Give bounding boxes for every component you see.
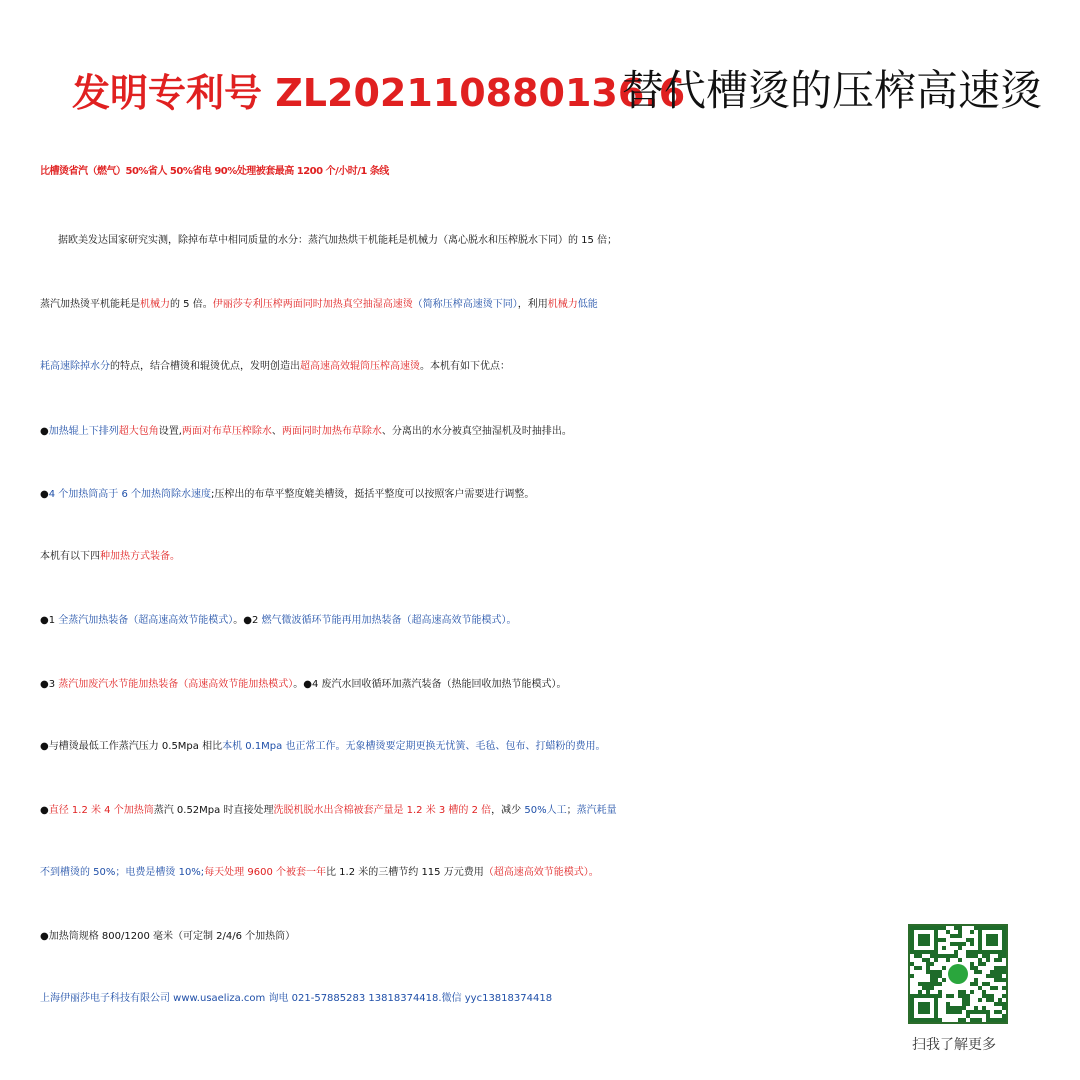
text-segment: ，减少: [491, 805, 525, 816]
text-segment: 的特点，结合槽烫和辊烫优点，发明创造出: [110, 361, 300, 372]
text-segment: 耗高速除掉水分: [40, 361, 110, 372]
text-segment: 燃气微波循环节能再用加热装备（超高速高效节能模式）。: [261, 615, 517, 626]
text-segment: 洗脱机脱水出含棉被套产量是 1.2 米 3 槽的 2 倍: [273, 805, 492, 816]
text-segment: 每天处理 9600 个被套一年: [204, 867, 326, 878]
text-segment: 两面对布草压榨除水: [181, 426, 272, 437]
text-line: [40, 806, 1050, 816]
text-line: [40, 680, 1050, 690]
text-segment: 加热辊上下排列: [48, 426, 119, 437]
text-segment: 直径 1.2 米 4 个加热筒: [48, 805, 154, 816]
text-segment: 蒸汽加热烫平机能耗是: [40, 299, 140, 310]
text-segment: ，利用: [517, 299, 548, 310]
text-line: [40, 362, 1050, 372]
text-segment: 、: [271, 426, 282, 437]
text-segment: 50%人工: [524, 805, 567, 816]
text-segment: 低能: [577, 299, 598, 310]
text-segment: ●: [40, 426, 49, 437]
text-segment: 全蒸汽加热装备（超高速高效节能模式）: [58, 615, 234, 626]
text-segment: 。●2: [233, 615, 262, 626]
text-segment: ;压榨出的布草平整度媲美槽烫，挺括平整度可以按照客户需要进行调整。: [211, 489, 535, 500]
text-segment: ●: [40, 805, 49, 816]
text-segment: ；: [566, 805, 577, 816]
text-segment: ●3: [40, 679, 59, 690]
text-segment: 超大包角: [118, 426, 159, 437]
text-segment: 两面同时加热布草除水: [281, 426, 382, 437]
text-segment: 据欧美发达国家研究实测，除掉布草中相同质量的水分：蒸汽加热烘干机能耗是机械力（离心脱水和压榨脱水下同）的 15 倍；: [58, 235, 618, 246]
text-segment: 4 个加热筒高于 6 个加热筒除水速度: [48, 489, 211, 500]
text-line: [40, 616, 1050, 626]
text-segment: 伊丽莎专利压榨两面同时加热真空抽湿高速烫: [212, 299, 413, 310]
text-line: [40, 552, 1050, 562]
text-segment: （简称压榨高速烫下同）: [412, 299, 518, 310]
text-line: [40, 742, 1050, 752]
text-segment: 蒸汽耗量: [576, 805, 617, 816]
text-segment: 。●4 废汽水回收循环加蒸汽装备（热能回收加热节能模式）。: [293, 679, 567, 690]
text-line: [40, 490, 1050, 500]
text-segment: 不到槽烫的 50%；电费是槽烫 10%;: [40, 867, 205, 878]
text-segment: 上海伊丽莎电子科技有限公司 www.usaeliza.com 询电 021-57885283 13818374418.微信 yyc13818374418: [40, 993, 553, 1004]
headline-benefits: 比槽烫省汽（燃气）50%省人 50%省电 90%处理被套最高 1200 个/小时/1 条线: [40, 166, 389, 177]
text-line: [58, 236, 1068, 246]
header: [0, 52, 1080, 132]
text-segment: 、分离出的水分被真空抽湿机及时抽排出。: [381, 426, 572, 437]
qr-caption: 扫我了解更多: [912, 1037, 996, 1053]
text-segment: 的 5 倍。: [170, 299, 213, 310]
text-segment: 比 1.2 米的三槽节约 115 万元费用: [326, 867, 484, 878]
text-segment: 种加热方式装备。: [100, 551, 180, 562]
text-segment: 蒸汽 0.52Mpa 时直接处理: [153, 805, 274, 816]
text-line: [40, 994, 1050, 1004]
text-line: [40, 300, 1050, 310]
text-segment: 机械力: [140, 299, 170, 310]
text-segment: （超高速高效节能模式）。: [483, 867, 599, 878]
text-segment: 本机有以下四: [40, 551, 100, 562]
page-title: 替代槽烫的压榨高速烫: [622, 66, 1043, 115]
text-segment: 设置,: [158, 426, 182, 437]
text-segment: 超高速高效辊筒压榨高速烫: [300, 361, 420, 372]
qr-code-icon[interactable]: [908, 924, 1008, 1024]
text-segment: 。本机有如下优点：: [420, 361, 510, 372]
text-line: [40, 427, 1050, 437]
text-segment: 机械力: [547, 299, 578, 310]
text-segment: ●: [40, 489, 49, 500]
patent-number: 发明专利号 ZL202110880136.6: [72, 71, 686, 115]
text-segment: ●1: [40, 615, 59, 626]
text-line: [40, 932, 1050, 942]
text-line: [40, 868, 1050, 878]
text-segment: 本机 0.1Mpa 也正常工作。无象槽烫要定期更换无忧簧、毛毡、包布、打蜡粉的费用。: [222, 741, 606, 752]
text-segment: ●与槽烫最低工作蒸汽压力 0.5Mpa 相比: [40, 741, 223, 752]
text-segment: ●加热筒规格 800/1200 毫米（可定制 2/4/6 个加热筒）: [40, 931, 296, 942]
text-segment: 蒸汽加废汽水节能加热装备（高速高效节能加热模式）: [58, 679, 294, 690]
